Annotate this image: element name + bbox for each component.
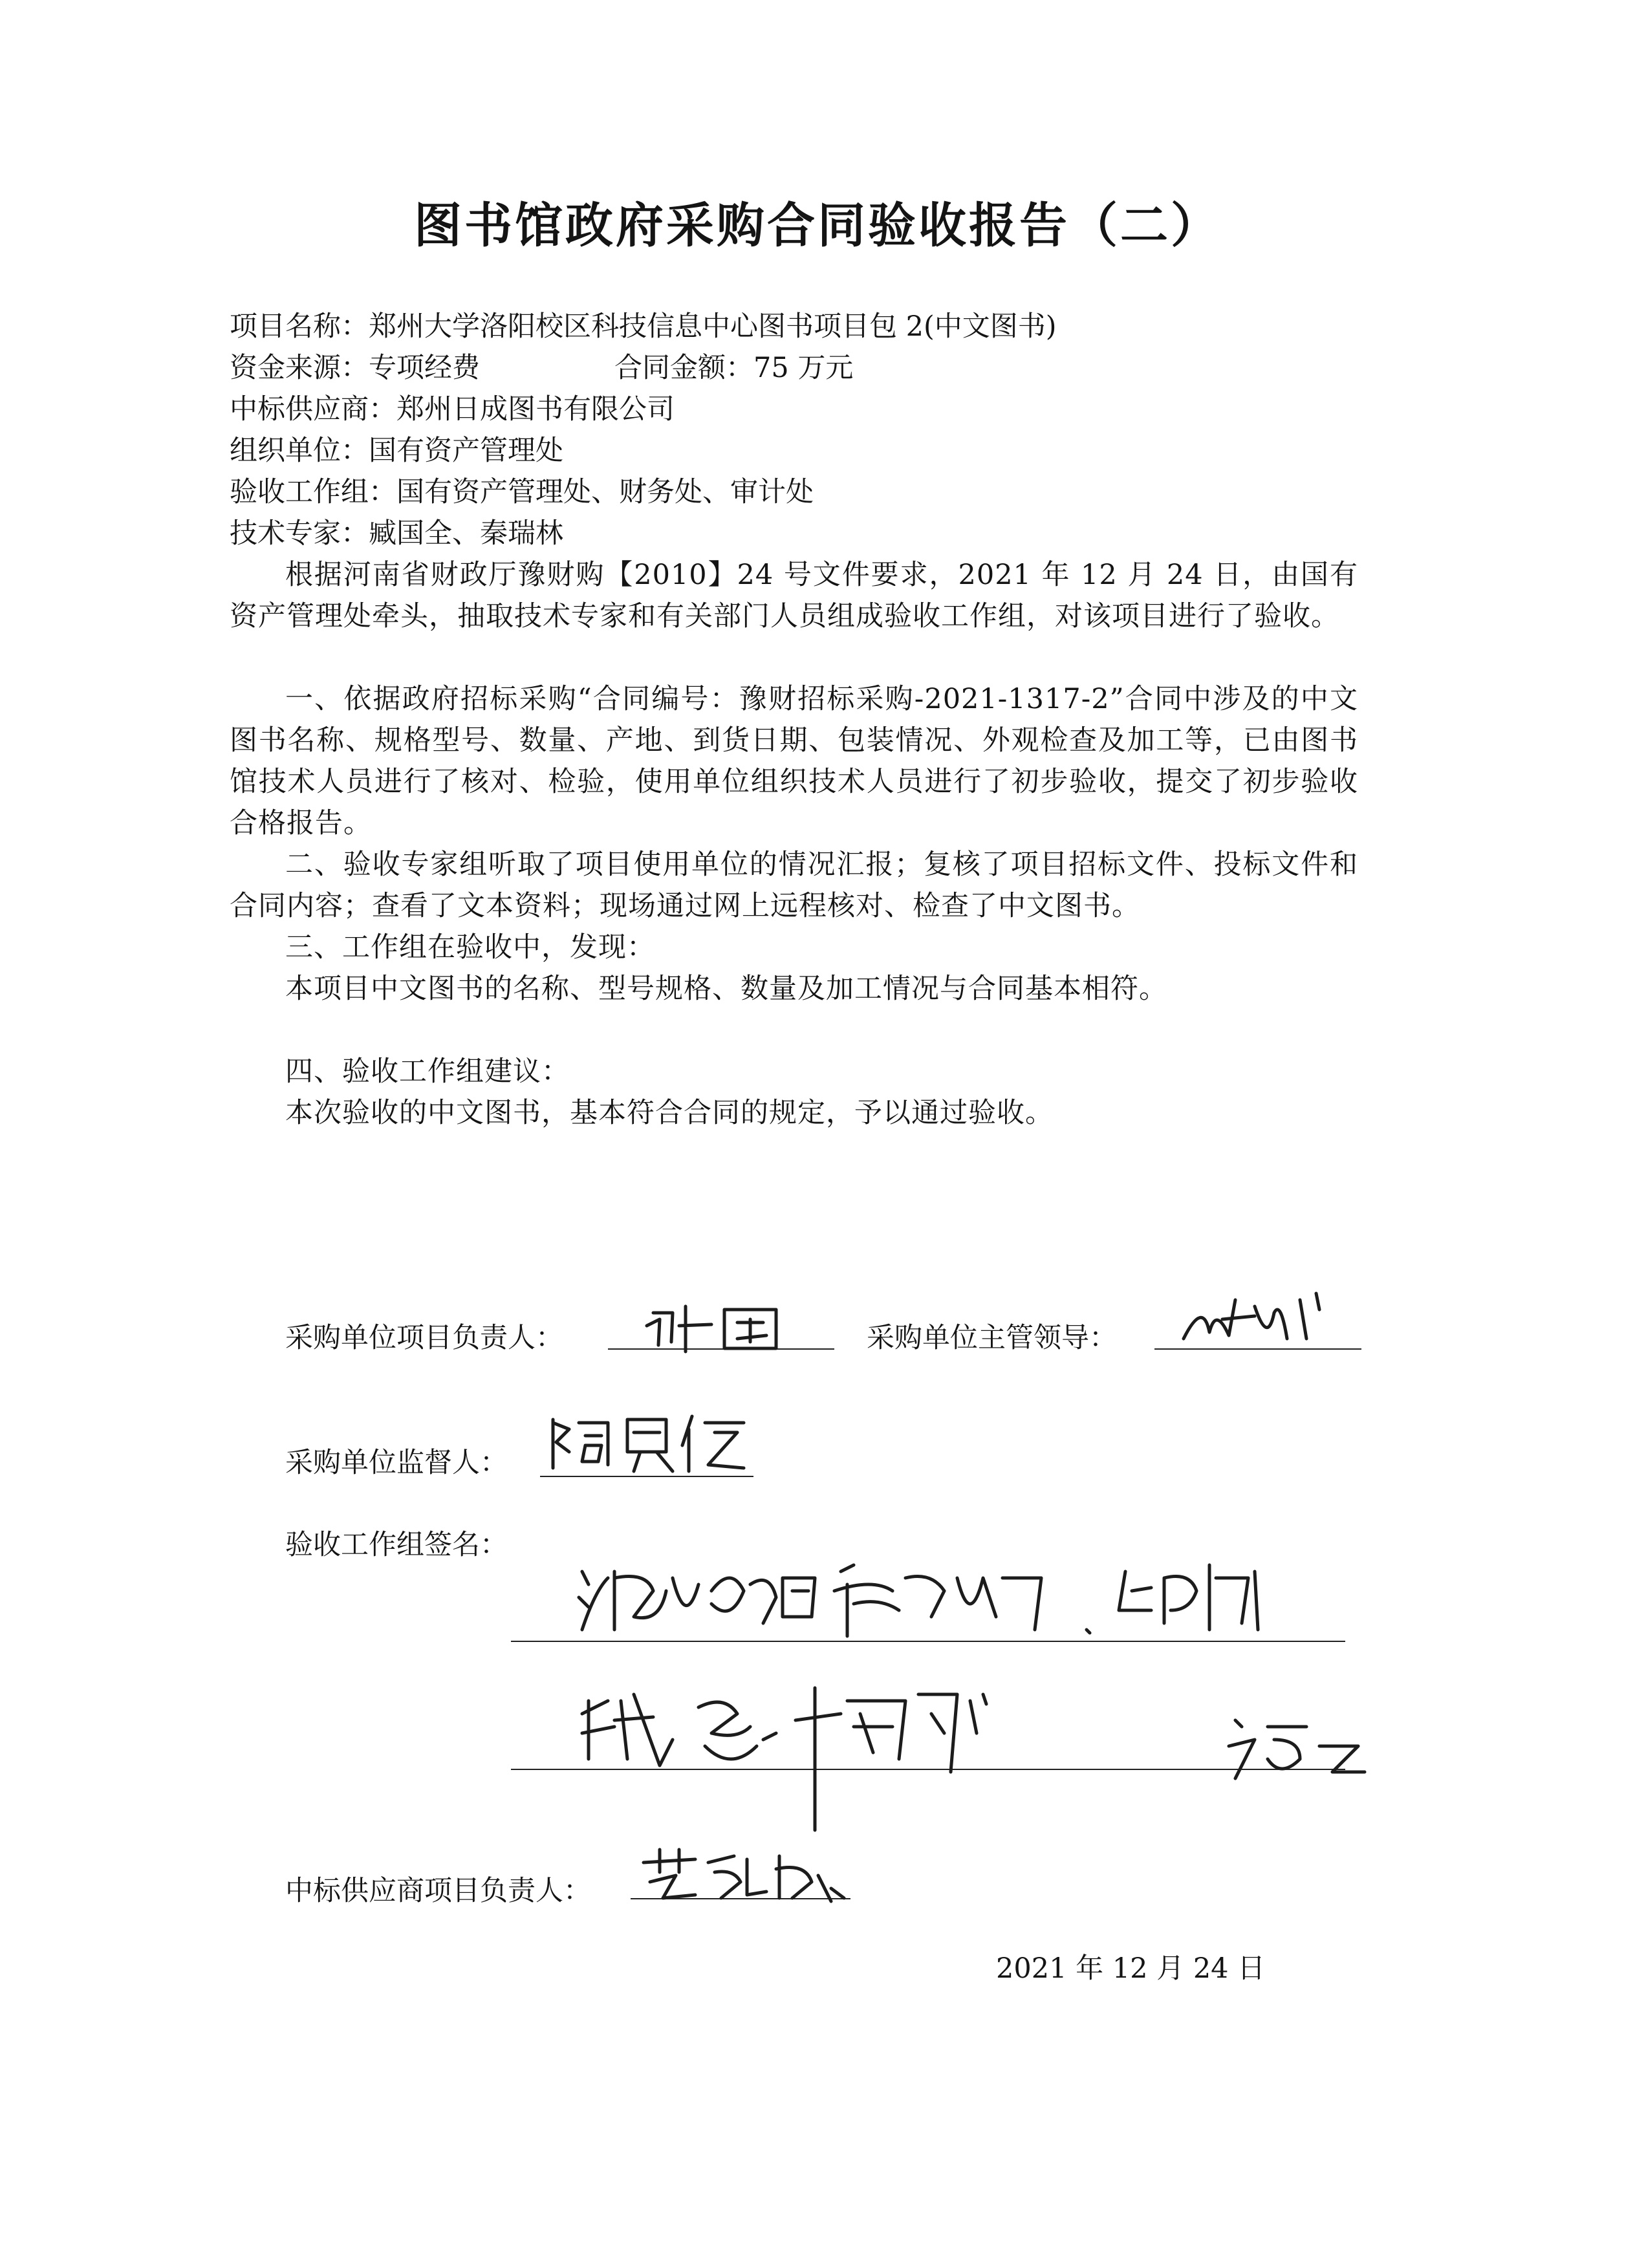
paragraph-item-four: 四、验收工作组建议： bbox=[285, 1055, 570, 1088]
paragraph-basis: 根据河南省财政厅豫财购【2010】24 号文件要求，2021 年 12 月 24 日，由国有资产管理处牵头，抽取技术专家和有关部门人员组成验收工作组，对该项目进行了验收。 bbox=[230, 559, 1358, 632]
group-signature-label: 验收工作组签名： bbox=[285, 1529, 508, 1561]
fund-source-field: 资金来源：专项经费 bbox=[230, 352, 480, 384]
group-signatures-row-2 bbox=[569, 1675, 1397, 1837]
project-leader-signature bbox=[640, 1293, 802, 1358]
experts-field: 技术专家：臧国全、秦瑞林 bbox=[230, 517, 563, 550]
paragraph-recommendation: 本次验收的中文图书，基本符合合同的规定，予以通过验收。 bbox=[285, 1097, 1054, 1129]
paragraph-item-one: 一、依据政府招标采购“合同编号：豫财招标采购-2021-1317-2”合同中涉及的中文图书名称、规格型号、数量、产地、到货日期、包装情况、外观检查及加工等，已由图书馆技术人员进行了核对、检验，使用单位组织技术人员进行了初步验收，提交了初步验收合格报告。 bbox=[230, 683, 1358, 839]
group-signatures-row-1 bbox=[569, 1552, 1313, 1649]
contract-amount-field: 合同金额：75 万元 bbox=[614, 352, 854, 384]
acceptance-group-field: 验收工作组：国有资产管理处、财务处、审计处 bbox=[230, 476, 814, 508]
report-title: 图书馆政府采购合同验收报告（二） bbox=[414, 198, 1221, 254]
paragraph-item-two: 二、验收专家组听取了项目使用单位的情况汇报；复核了项目招标文件、投标文件和合同内容；查看了文本资料；现场通过网上远程核对、检查了中文图书。 bbox=[230, 848, 1358, 922]
supervisor-label: 采购单位监督人： bbox=[285, 1447, 508, 1479]
director-label: 采购单位主管领导： bbox=[867, 1322, 1117, 1354]
supplier-leader-label: 中标供应商项目负责人： bbox=[285, 1875, 591, 1907]
organizer-field: 组织单位：国有资产管理处 bbox=[230, 435, 563, 467]
report-date: 2021 年 12 月 24 日 bbox=[996, 1952, 1266, 1985]
paragraph-item-three: 三、工作组在验收中，发现： bbox=[285, 931, 655, 964]
paragraph-findings: 本项目中文图书的名称、型号规格、数量及加工情况与合同基本相符。 bbox=[285, 973, 1167, 1005]
supervisor-signature bbox=[543, 1407, 757, 1478]
director-signature bbox=[1177, 1287, 1332, 1358]
supplier-field: 中标供应商：郑州日成图书有限公司 bbox=[230, 393, 675, 426]
supplier-leader-signature bbox=[637, 1837, 850, 1908]
project-leader-label: 采购单位项目负责人： bbox=[285, 1322, 563, 1354]
project-name-field: 项目名称：郑州大学洛阳校区科技信息中心图书项目包 2(中文图书) bbox=[230, 310, 1057, 343]
